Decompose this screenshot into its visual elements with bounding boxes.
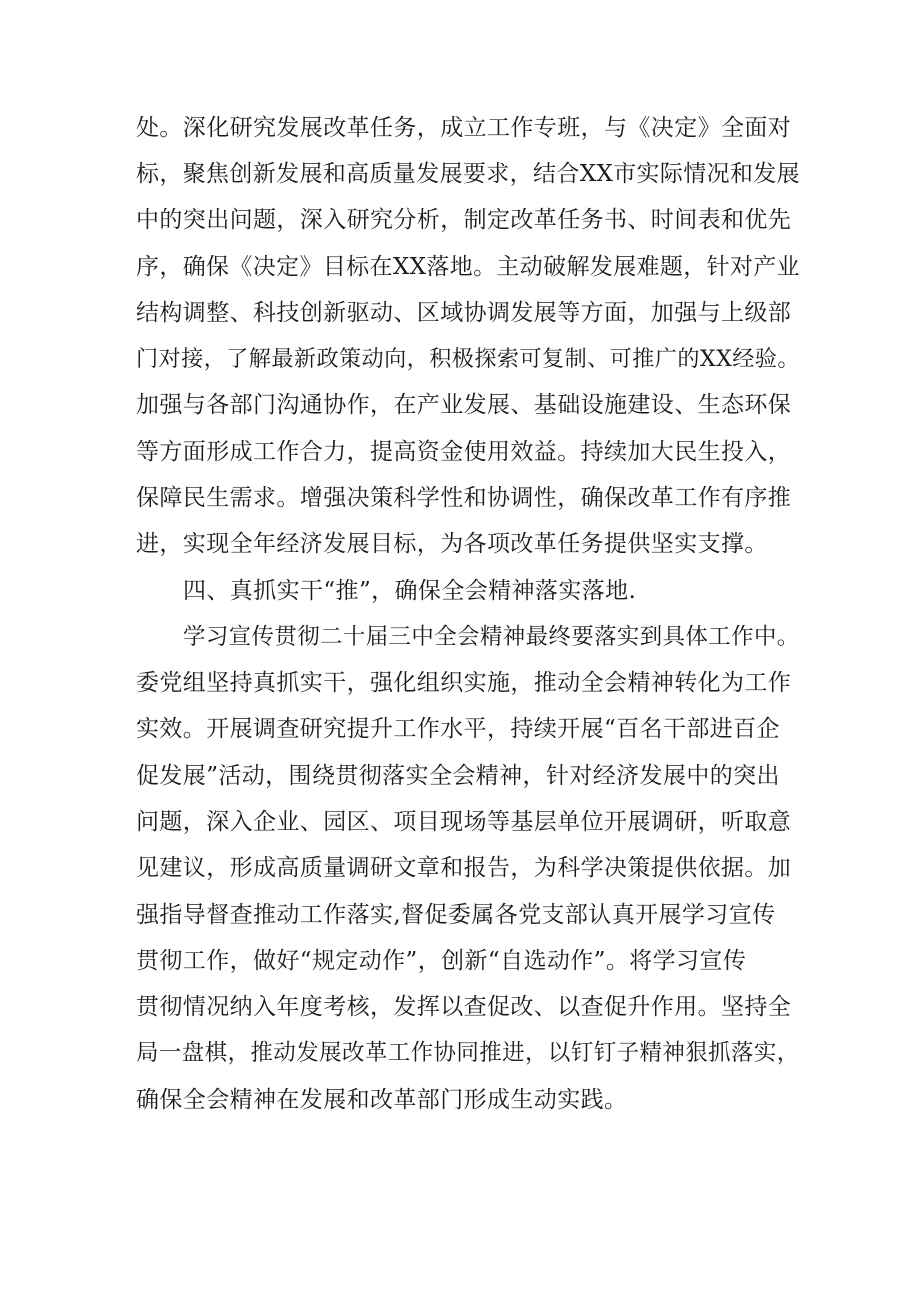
- text-line-17: 见建议，形成高质量调研文章和报告，为科学决策提供依据。加: [136, 855, 792, 881]
- text-line-15: 促发展”活动，围绕贯彻落实全会精神，针对经济发展中的突出: [136, 763, 780, 789]
- text-line-16: 问题，深入企业、园区、项目现场等基层单位开展调研，听取意: [136, 809, 792, 835]
- text-line-9: 保障民生需求。增强决策科学性和协调性，确保改革工作有序推: [136, 485, 792, 511]
- text-line-3: 中的突出问题，深入研究分析，制定改革任务书、时间表和优先: [136, 207, 792, 233]
- text-line-20: 贯彻情况纳入年度考核，发挥以查促改、以查促升作用。坚持全: [136, 994, 792, 1020]
- text-line-13: 委党组坚持真抓实干，强化组织实施，推动全会精神转化为工作: [136, 670, 792, 696]
- text-line-4: 序，确保《决定》目标在XX落地。主动破解发展难题，针对产业: [136, 254, 801, 280]
- text-line-7: 加强与各部门沟通协作，在产业发展、基础设施建设、生态环保: [136, 392, 792, 418]
- section-heading: 四、真抓实干“推”，确保全会精神落实落地.: [183, 578, 637, 604]
- text-line-10: 进，实现全年经济发展目标，为各项改革任务提供坚实支撑。: [136, 531, 768, 557]
- text-line-12: 学习宣传贯彻二十届三中全会精神最终要落实到具体工作中。: [183, 624, 800, 650]
- text-line-5: 结构调整、科技创新驱动、区域协调发展等方面，加强与上级部: [136, 300, 792, 326]
- text-line-1: 处。深化研究发展改革任务，成立工作专班，与《决定》全面对: [136, 115, 792, 141]
- text-line-19: 贯彻工作，做好“规定动作”，创新“自选动作”。将学习宣传: [136, 948, 747, 974]
- text-line-8: 等方面形成工作合力，提高资金使用效益。持续加大民生投入，: [136, 439, 792, 465]
- text-line-18: 强指导督查推动工作落实,督促委属各党支部认真开展学习宣传: [136, 902, 776, 928]
- text-line-6: 门对接，了解最新政策动向，积极探索可复制、可推广的XX经验。: [136, 346, 800, 372]
- text-line-21: 局一盘棋，推动发展改革工作协同推进，以钉钉子精神狠抓落实，: [136, 1040, 800, 1066]
- text-line-14: 实效。开展调查研究提升工作水平，持续开展“百名干部进百企: [136, 716, 780, 742]
- text-line-22: 确保全会精神在发展和改革部门形成生动实践。: [136, 1087, 628, 1113]
- text-line-2: 标，聚焦创新发展和高质量发展要求，结合XX市实际情况和发展: [136, 161, 801, 187]
